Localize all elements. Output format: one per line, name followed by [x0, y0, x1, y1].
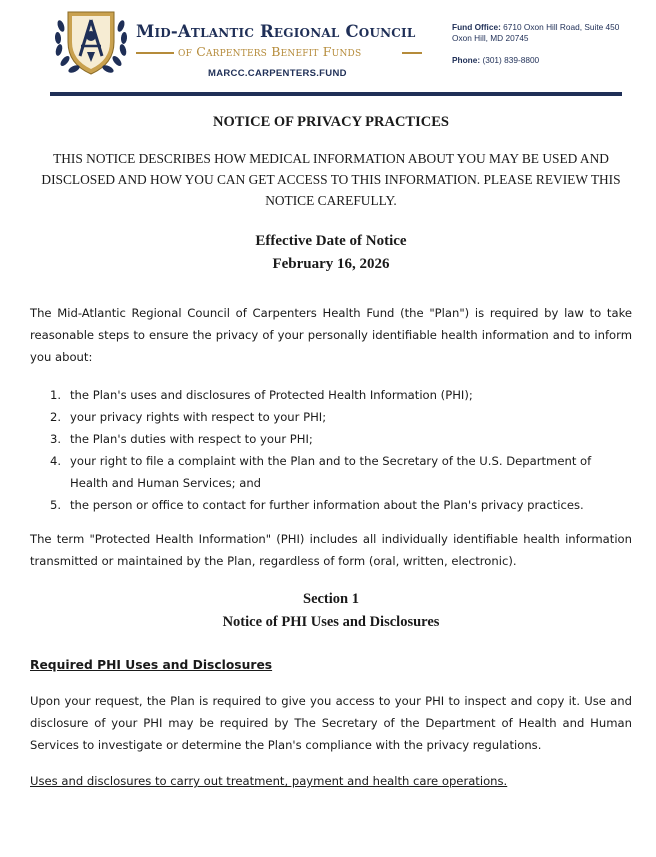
section-title: Notice of PHI Uses and Disclosures: [222, 614, 440, 630]
office-address-2: Oxon Hill, MD 20745: [452, 32, 529, 43]
notice-document: [30, 112, 632, 792]
required-uses-subheading: Required PHI Uses and Disclosures: [30, 658, 273, 672]
header-divider: [50, 92, 622, 96]
list-item: 4. your right to file a complaint with the Plan and to the Secretary of the U.S. Department of Health and Human Services; and: [50, 454, 592, 490]
subtitle-rule-left: [136, 52, 174, 54]
phone-line: [452, 55, 632, 66]
office-address-line-1: [452, 22, 632, 33]
contact-block: [452, 22, 632, 66]
subtitle-rule-right: [402, 52, 422, 54]
effective-date-label: Effective Date of Notice: [255, 233, 407, 249]
organization-name: Mid-Atlantic Regional Council: [136, 22, 416, 41]
phone-number: (301) 839-8800: [482, 55, 540, 65]
organization-subtitle-row: [136, 44, 432, 60]
letterhead: [0, 0, 656, 100]
obligations-list: [30, 384, 632, 516]
section-number: Section 1: [303, 591, 359, 607]
list-item: 5. the person or office to contact for further information about the Plan's privacy practices.: [50, 498, 584, 512]
effective-date-block: [30, 230, 632, 276]
effective-date: February 16, 2026: [272, 256, 390, 272]
treatment-payment-operations-heading: Uses and disclosures to carry out treatment, payment and health care operations.: [30, 774, 508, 788]
office-label: Fund Office:: [452, 22, 501, 32]
organization-block: [136, 22, 432, 79]
paragraph-plan-obligations: The Mid-Atlantic Regional Council of Carpenters Health Fund (the "Plan") is required by law to take reasonable steps to ensure the privacy of your personally identifiable health information and to inform you about:: [30, 306, 632, 364]
organization-subtitle: of Carpenters Benefit Funds: [178, 44, 362, 59]
paragraph-required-access: Upon your request, the Plan is required to give you access to your PHI to inspect and copy it. Use and disclosure of your PHI may be required by The Secretary of the Department of Health and Human Services to investigate or determine the Plan's compliance with the privacy regulations.: [30, 694, 632, 752]
union-emblem-logo: [50, 6, 132, 78]
paragraph-phi-definition: The term "Protected Health Information" (PHI) includes all individually identifiable health information transmitted or maintained by the Plan, regardless of form (oral, written, electronic).: [30, 532, 632, 568]
phone-label: Phone:: [452, 55, 481, 65]
section-heading: [30, 588, 632, 634]
list-item: 2. your privacy rights with respect to your PHI;: [50, 410, 327, 424]
list-item: 1. the Plan's uses and disclosures of Protected Health Information (PHI);: [50, 388, 473, 402]
notice-intro: THIS NOTICE DESCRIBES HOW MEDICAL INFORMATION ABOUT YOU MAY BE USED AND DISCLOSED AND HOW YOU CAN GET ACCESS TO THIS INFORMATION. PLEASE REVIEW THIS NOTICE CAREFULLY.: [41, 151, 621, 208]
office-address-1: 6710 Oxon Hill Road, Suite 450: [503, 22, 620, 32]
notice-title: NOTICE OF PRIVACY PRACTICES: [213, 114, 449, 130]
list-item: 3. the Plan's duties with respect to your PHI;: [50, 432, 313, 446]
website-link[interactable]: MARCC.CARPENTERS.FUND: [208, 68, 347, 79]
